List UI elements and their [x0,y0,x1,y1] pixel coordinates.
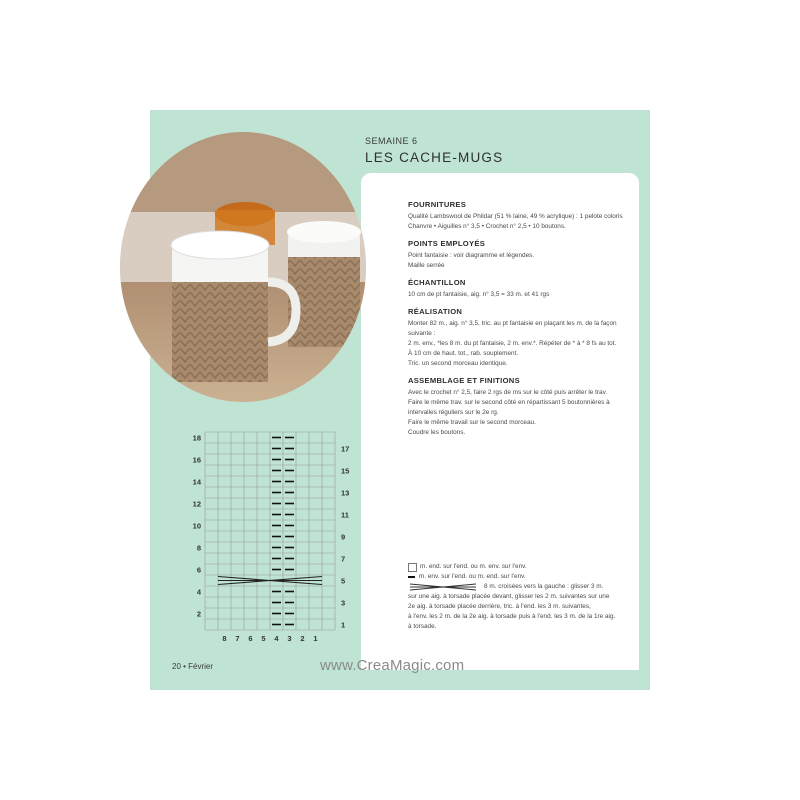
row-number-label: 6 [196,565,201,575]
column-number-label: 6 [248,634,253,643]
row-number-label: 1 [341,620,346,630]
cable-cross-icon [408,582,478,592]
magazine-page [150,110,650,690]
section-line: Point fantaisie : voir diagramme et légendes. [408,252,535,259]
section-line: intervalles réguliers sur le 2e rg. [408,409,499,416]
section-line: Faire le même trav. sur le second côté en répartissant 5 boutonnières à [408,399,610,406]
column-number-label: 7 [235,634,240,643]
mug-illustration [120,132,366,402]
legend-text: à l'env. les 2 m. de la 2e aig. à torsade puis à l'end. les 3 m. de la 1re aig. [408,613,616,620]
chart-legend [408,562,630,632]
legend-row [408,582,630,592]
legend-row [408,562,630,572]
section-line: Tric. un second morceau identique. [408,360,508,367]
column-number-label: 3 [287,634,292,643]
legend-text: m. env. sur l'end. ou m. end. sur l'env. [419,573,526,580]
section-heading: FOURNITURES [408,200,467,209]
row-number-label: 3 [341,598,346,608]
row-number-label: 18 [192,433,201,443]
section-line: Avec le crochet n° 2,5, faire 2 rgs de ms sur le côté puis arrêter le trav. [408,389,608,396]
legend-text: 8 m. croisées vers la gauche : glisser 3 m. [484,583,604,590]
row-number-label: 14 [192,477,201,487]
column-number-label: 2 [300,634,305,643]
row-number-label: 13 [341,488,350,498]
section-line: 10 cm de pt fantaisie, aig. n° 3,5 = 33 m. et 41 rgs [408,291,550,298]
legend-text: sur une aig. à torsade placée devant, glisser les 2 m. suivantes sur une [408,593,610,600]
section-assemblage [408,376,626,438]
section-fournitures [408,200,626,232]
section-heading: ASSEMBLAGE ET FINITIONS [408,376,520,385]
legend-text: à torsade. [408,623,437,630]
knitting-chart [185,427,365,647]
section-echantillon [408,278,626,300]
watermark: www.CreaMagic.com [320,657,465,674]
section-heading: RÉALISATION [408,307,463,316]
legend-text: 2e aig. à torsade placée derrière, tric. à l'end. les 3 m. suivantes, [408,603,591,610]
empty-cell-icon [408,563,417,572]
legend-row [408,572,630,582]
section-heading: POINTS EMPLOYÉS [408,239,486,248]
purl-dash-icon [408,576,415,578]
section-line: 2 m. env., *les 8 m. du pt fantaisie, 2 m. env.*. Répéter de * à * 8 fs au tot. [408,340,617,347]
legend-text: m. end. sur l'end. ou m. env. sur l'env. [420,563,527,570]
section-line: Qualité Lambswool de Phildar (51 % laine, 49 % acrylique) : 1 pelote coloris [408,213,623,220]
mug-cozy-photo [120,132,366,402]
row-number-label: 2 [196,609,201,619]
column-number-label: 8 [222,634,227,643]
row-number-label: 9 [341,532,346,542]
section-line: À 10 cm de haut. tot., rab. souplement. [408,350,519,357]
section-points [408,239,626,271]
row-number-label: 7 [341,554,346,564]
row-number-label: 11 [341,510,349,520]
row-number-label: 10 [192,521,201,531]
row-number-label: 5 [341,576,346,586]
section-realisation [408,307,626,369]
row-number-label: 17 [341,444,350,454]
instructions [408,200,626,445]
section-line: Maille serrée [408,262,445,269]
section-line: Chanvre • Aiguilles n° 3,5 • Crochet n° 2,5 • 10 boutons. [408,223,566,230]
week-label: SEMAINE 6 [365,136,418,146]
column-number-label: 5 [261,634,266,643]
section-line: suivante : [408,330,436,337]
column-number-label: 1 [313,634,318,643]
section-line: Monter 82 m., aig. n° 3,5, tric. au pt fantaisie en plaçant les m. de la façon [408,320,617,327]
row-number-label: 16 [192,455,201,465]
row-number-label: 15 [341,466,350,476]
page-title: LES CACHE-MUGS [365,150,504,165]
column-number-label: 4 [274,634,279,643]
row-number-label: 4 [196,587,201,597]
row-number-label: 8 [196,543,201,553]
page-footer: 20 • Février [172,662,214,671]
row-number-label: 12 [192,499,201,509]
section-line: Coudre les boutons. [408,429,466,436]
section-heading: ÉCHANTILLON [408,278,466,287]
section-line: Faire le même travail sur le second morceau. [408,419,536,426]
